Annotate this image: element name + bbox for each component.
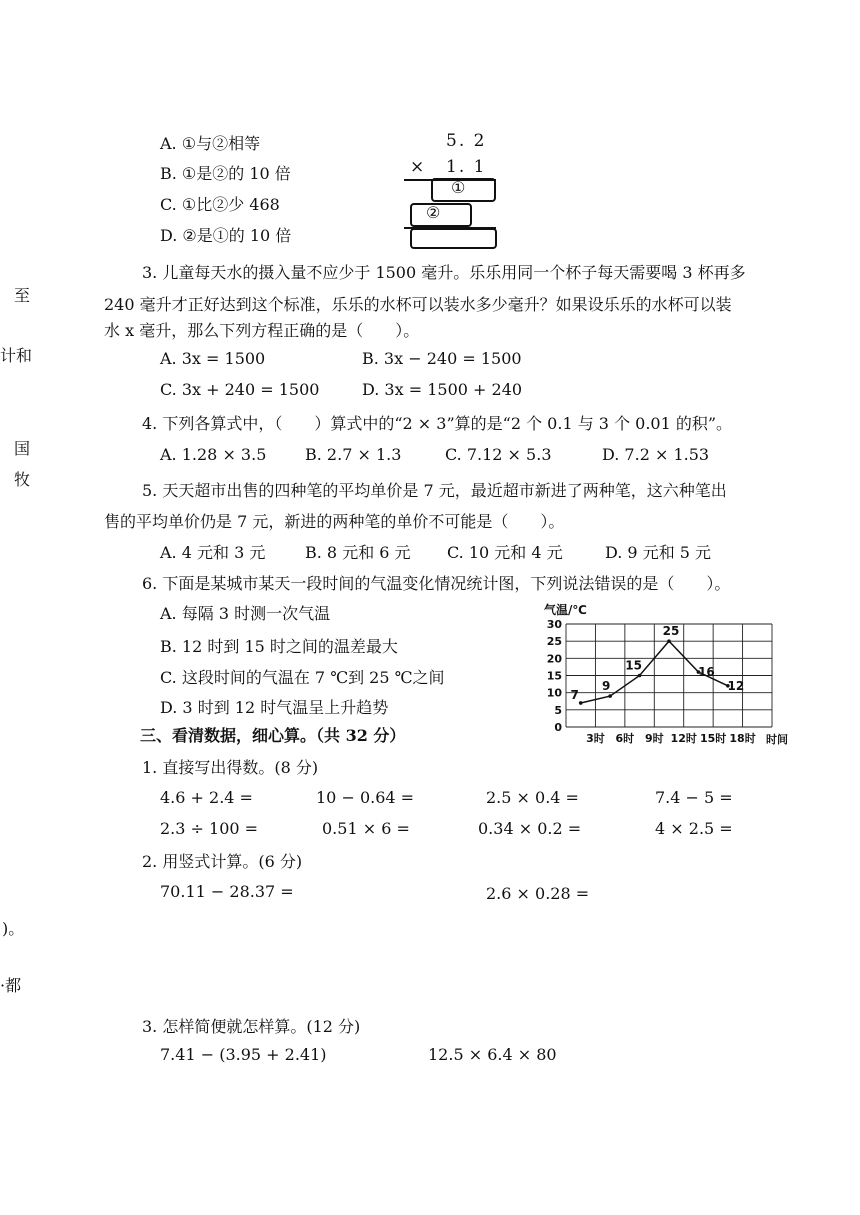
data-label: 9 bbox=[601, 679, 611, 694]
q5-option-c: C. 10 元和 4 元 bbox=[447, 543, 563, 562]
data-point bbox=[638, 674, 642, 678]
q3-stem-line2: 240 毫升才正好达到这个标准，乐乐的水杯可以装水多少毫升？如果设乐乐的水杯可以装 bbox=[104, 295, 732, 314]
q3-stem-line3: 水 x 毫升，那么下列方程正确的是（ ）。 bbox=[104, 321, 420, 340]
data-point bbox=[608, 694, 612, 698]
partial-product-2-box bbox=[410, 203, 472, 227]
q4-option-d: D. 7.2 × 1.53 bbox=[602, 445, 710, 464]
oral-calc-item: 4.6 + 2.4 = bbox=[160, 788, 253, 807]
simplify-calc-item: 7.41 − (3.95 + 2.41) bbox=[160, 1045, 327, 1064]
x-axis-label: 时间 bbox=[766, 733, 788, 746]
q2-option-d: D. ②是①的 10 倍 bbox=[160, 226, 292, 245]
mult-top-number: 5. 2 bbox=[446, 131, 487, 151]
oral-calc-item: 4 × 2.5 = bbox=[655, 819, 733, 838]
section3-title: 三、看清数据，细心算。（共 32 分） bbox=[140, 726, 406, 745]
x-tick-label: 3时 bbox=[586, 732, 605, 745]
y-axis-label: 气温/℃ bbox=[544, 603, 587, 617]
mult-second-number: 1. 1 bbox=[446, 157, 487, 177]
q3-option-c: C. 3x + 240 = 1500 bbox=[160, 380, 320, 399]
data-point bbox=[667, 639, 671, 643]
x-tick-label: 15时 bbox=[699, 732, 727, 745]
y-tick-label: 10 bbox=[546, 686, 562, 700]
oral-calc-item: 0.34 × 0.2 = bbox=[478, 819, 582, 838]
margin-fragment: ·都 bbox=[0, 976, 22, 995]
q4-stem: 4. 下列各算式中，（ ）算式中的“2 × 3”算的是“2 个 0.1 与 3 个 0.01 的积”。 bbox=[142, 414, 733, 433]
y-tick-label: 25 bbox=[546, 635, 562, 649]
data-point bbox=[579, 701, 583, 705]
q6-option-c: C. 这段时间的气温在 7 ℃到 25 ℃之间 bbox=[160, 668, 445, 687]
x-tick-label: 18时 bbox=[729, 732, 756, 745]
data-label: 15 bbox=[625, 658, 642, 673]
data-label: 16 bbox=[698, 665, 715, 680]
vertical-calc-item: 2.6 × 0.28 = bbox=[486, 884, 590, 903]
y-tick-label: 20 bbox=[546, 652, 562, 666]
vertical-calc-item: 70.11 − 28.37 = bbox=[160, 882, 294, 901]
margin-fragment: 计和 bbox=[0, 346, 33, 365]
q6-option-a: A. 每隔 3 时测一次气温 bbox=[160, 604, 331, 623]
margin-fragment: 国 bbox=[14, 439, 31, 458]
q4-option-b: B. 2.7 × 1.3 bbox=[305, 445, 402, 464]
margin-fragment: 牧 bbox=[14, 470, 31, 489]
temperature-line-chart bbox=[530, 596, 800, 751]
q4-option-c: C. 7.12 × 5.3 bbox=[445, 445, 552, 464]
q5-stem-line1: 5. 天天超市出售的四种笔的平均单价是 7 元，最近超市新进了两种笔，这六种笔出 bbox=[142, 481, 727, 500]
q3-option-d: D. 3x = 1500 + 240 bbox=[362, 380, 523, 399]
oral-calc-item: 10 − 0.64 = bbox=[316, 788, 415, 807]
q5-option-a: A. 4 元和 3 元 bbox=[160, 543, 266, 562]
q2-option-a: A. ①与②相等 bbox=[160, 134, 261, 153]
circle-2-label: ② bbox=[426, 203, 441, 222]
oral-calc-item: 2.5 × 0.4 = bbox=[486, 788, 579, 807]
margin-fragment: )。 bbox=[2, 919, 25, 938]
q3-option-b: B. 3x − 240 = 1500 bbox=[362, 349, 522, 368]
q4-option-a: A. 1.28 × 3.5 bbox=[160, 445, 267, 464]
q2-option-b: B. ①是②的 10 倍 bbox=[160, 164, 291, 183]
mult-operator: × bbox=[410, 157, 425, 177]
y-tick-label: 30 bbox=[546, 618, 562, 631]
simplify-calc-item: 12.5 × 6.4 × 80 bbox=[428, 1045, 557, 1064]
circle-1-label: ① bbox=[451, 178, 466, 197]
data-label: 7 bbox=[570, 687, 579, 702]
part1-title: 1. 直接写出得数。(8 分) bbox=[142, 758, 319, 777]
product-box bbox=[410, 228, 497, 249]
data-label: 12 bbox=[727, 678, 745, 693]
oral-calc-item: 2.3 ÷ 100 = bbox=[160, 819, 259, 838]
y-tick-label: 5 bbox=[554, 703, 562, 717]
q6-option-d: D. 3 时到 12 时气温呈上升趋势 bbox=[160, 698, 389, 717]
q6-option-b: B. 12 时到 15 时之间的温差最大 bbox=[160, 637, 398, 656]
q6-stem: 6. 下面是某城市某天一段时间的气温变化情况统计图，下列说法错误的是（ ）。 bbox=[142, 574, 731, 593]
data-label: 25 bbox=[662, 624, 680, 639]
q3-option-a: A. 3x = 1500 bbox=[160, 349, 266, 368]
q3-stem-line1: 3. 儿童每天水的摄入量不应少于 1500 毫升。乐乐用同一个杯子每天需要喝 3 杯再多 bbox=[142, 263, 746, 282]
y-tick-label: 0 bbox=[554, 721, 562, 734]
q5-option-b: B. 8 元和 6 元 bbox=[305, 543, 411, 562]
x-tick-label: 6时 bbox=[615, 732, 635, 745]
q2-option-c: C. ①比②少 468 bbox=[160, 195, 280, 214]
oral-calc-item: 7.4 − 5 = bbox=[655, 788, 733, 807]
y-tick-label: 15 bbox=[546, 669, 562, 683]
q5-stem-line2: 售的平均单价仍是 7 元，新进的两种笔的单价不可能是（ ）。 bbox=[104, 512, 565, 531]
part2-title: 2. 用竖式计算。(6 分) bbox=[142, 852, 303, 871]
oral-calc-item: 0.51 × 6 = bbox=[322, 819, 410, 838]
x-tick-label: 12时 bbox=[670, 732, 697, 745]
part3-title: 3. 怎样简便就怎样算。(12 分) bbox=[142, 1017, 361, 1036]
x-tick-label: 9时 bbox=[644, 732, 664, 745]
q5-option-d: D. 9 元和 5 元 bbox=[605, 543, 712, 562]
margin-fragment: 至 bbox=[14, 286, 31, 305]
